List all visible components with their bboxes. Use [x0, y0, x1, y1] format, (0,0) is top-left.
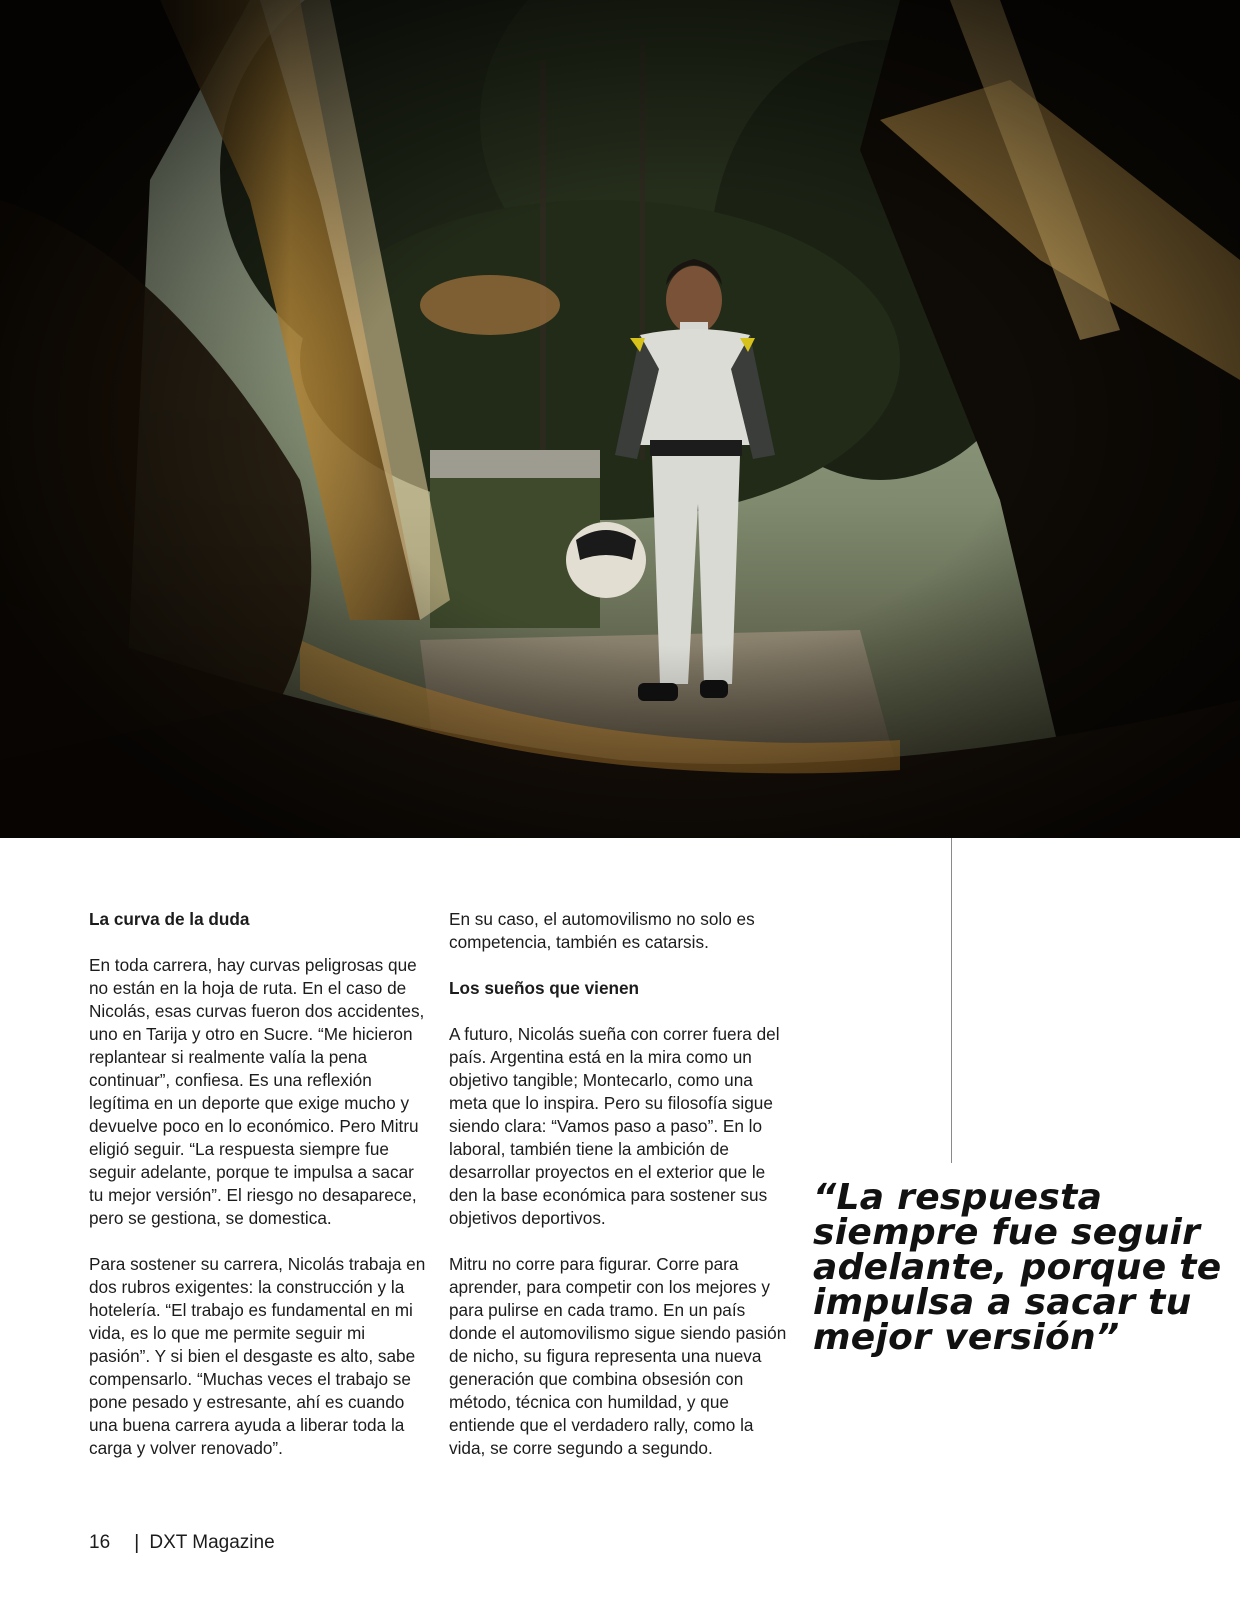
footer-separator: | — [134, 1531, 140, 1554]
paragraph-trabajo: Para sostener su carrera, Nicolás trabaja en dos rubros exigentes: la construcción y la hotelería. “El trabajo es fundamental en mi vida, es lo que me permite seguir mi pasión”. Y si bien el desgaste es alto, sabe compensarlo. “Muchas veces el trabajo se pone pesado y estresante, ahí es cuando una buena carrera ayuda a liberar toda la carga y volver renovado”. — [89, 1254, 426, 1458]
publication-name: DXT Magazine — [149, 1532, 275, 1553]
paragraph-accidentes: En toda carrera, hay curvas peligrosas que no están en la hoja de ruta. En el caso de Nicolás, esas curvas fueron dos accidentes, uno en Tarija y otro en Sucre. “Me hicieron replantear si realmente valía la pena continuar”, confiesa. Es una reflexión legítima en un deporte que exige mucho y devuelve poco en lo económico. Pero Mitru eligió seguir. “La respuesta siempre fue seguir adelante, porque te impulsa a sacar tu mejor versión”. El riesgo no desaparece, pero se gestiona, se domestica. — [89, 955, 425, 1228]
page-number: 16 — [89, 1532, 111, 1553]
paragraph-catarsis: En su caso, el automovilismo no solo es competencia, también es catarsis. — [449, 909, 755, 952]
page-footer — [89, 1530, 275, 1556]
section-heading-suenos: Los sueños que vienen — [449, 978, 640, 998]
article-column-middle — [449, 908, 789, 1483]
pull-quote: “La respuesta siempre fue seguir adelante, porque te impulsa a sacar tu mejor versión” — [813, 1177, 1222, 1358]
paragraph-mitru: Mitru no corre para figurar. Corre para aprender, para competir con los mejores y para pulirse en cada tramo. En un país donde el automovilismo sigue siendo pasión de nicho, su figura representa una nueva generación que combina obsesión con método, técnica con humildad, y que entiende que el verdadero rally, como la vida, se corre segundo a segundo. — [449, 1254, 787, 1458]
article-column-left — [89, 908, 429, 1483]
section-heading-curva: La curva de la duda — [89, 909, 250, 929]
paragraph-futuro: A futuro, Nicolás sueña con correr fuera del país. Argentina está en la mira como un objetivo tangible; Montecarlo, como una meta que lo inspira. Pero su filosofía sigue siendo clara: “Vamos paso a paso”. En lo laboral, también tiene la ambición de desarrollar proyectos en el exterior que le den la base económica para sostener sus objetivos deportivos. — [449, 1024, 780, 1228]
vertical-divider — [951, 838, 952, 1163]
